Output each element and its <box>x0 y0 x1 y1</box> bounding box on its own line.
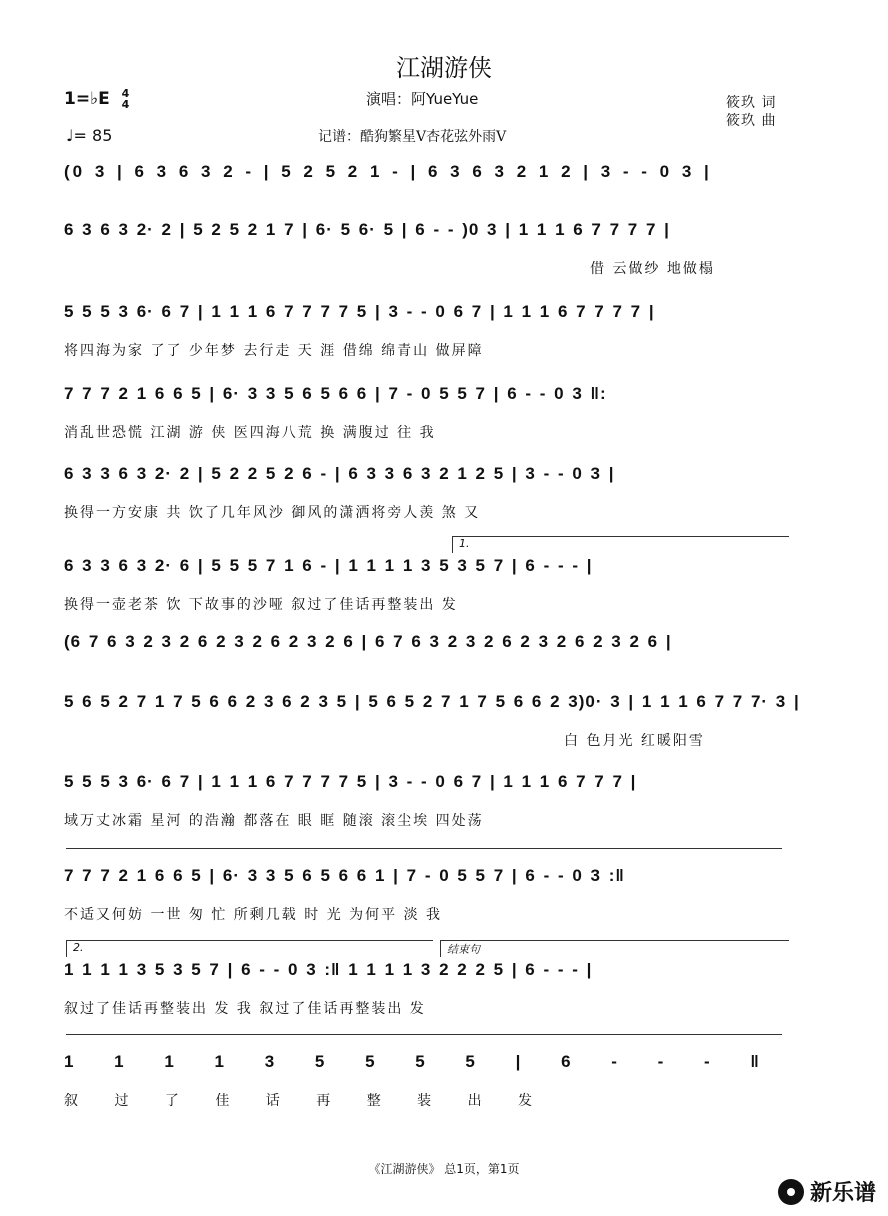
staff-notes: 1 1 1 1 3 5 3 5 7 | 6 - - 0 3 :‖ 1 1 1 1 3 2 2 2 5 | 6 - - - | <box>64 960 593 979</box>
second-ending: 2. <box>66 940 433 957</box>
staff-lyrics: 借 云做纱 地做榻 <box>590 261 715 277</box>
staff-line-11 <box>0 960 888 1022</box>
record-disc-icon <box>778 1179 804 1205</box>
section-rule <box>66 848 782 849</box>
key-signature <box>64 88 129 110</box>
staff-line-4 <box>0 384 888 446</box>
staff-line-7 <box>0 632 888 694</box>
staff-notes: 7 7 7 2 1 6 6 5 | 6· 3 3 5 6 5 6 6 1 | 7 - 0 5 5 7 | 6 - - 0 3 :‖ <box>64 866 625 885</box>
staff-notes: (6 7 6 3 2 3 2 6 2 3 2 6 2 3 2 6 | 6 7 6 3 2 3 2 6 2 3 2 6 2 3 2 6 | <box>64 632 672 651</box>
section-rule <box>66 1034 782 1035</box>
staff-lyrics: 不适又何妨 一世 匆 忙 所剩几载 时 光 为何平 淡 我 <box>64 907 443 923</box>
staff-line-1 <box>0 162 888 224</box>
staff-notes: 5 5 5 3 6· 6 7 | 1 1 1 6 7 7 7 7 5 | 3 - - 0 6 7 | 1 1 1 6 7 7 7 | <box>64 772 637 791</box>
logo-text: 新乐谱 <box>809 1181 876 1206</box>
staff-notes: (0 3 | 6 3 6 3 2 - | 5 2 5 2 1 - | 6 3 6 3 2 1 2 | 3 - - 0 3 | <box>64 162 712 181</box>
staff-notes: 5 5 5 3 6· 6 7 | 1 1 1 6 7 7 7 7 5 | 3 - - 0 6 7 | 1 1 1 6 7 7 7 7 | <box>64 302 655 321</box>
staff-line-10 <box>0 866 888 928</box>
key-label: 1=♭E <box>64 89 110 109</box>
lyricist-credit: 筱玖 词 <box>726 95 777 111</box>
staff-lyrics: 将四海为家 了了 少年梦 去行走 天 涯 借绵 绵青山 做屏障 <box>64 343 484 359</box>
song-title: 江湖游侠 <box>396 54 492 82</box>
staff-line-12 <box>0 1052 888 1114</box>
first-ending: 1. <box>452 536 789 553</box>
staff-line-2 <box>0 220 888 282</box>
staff-lyrics: 换得一壶老茶 饮 下故事的沙哑 叙过了佳话再整装出 发 <box>64 597 458 613</box>
staff-lyrics: 消乱世恐慌 江湖 游 侠 医四海八荒 换 满腹过 往 我 <box>64 425 436 441</box>
tempo-marking: ♩= 85 <box>66 126 113 145</box>
staff-notes: 6 3 3 6 3 2· 2 | 5 2 2 5 2 6 - | 6 3 3 6 3 2 1 2 5 | 3 - - 0 3 | <box>64 464 615 483</box>
time-bottom: 4 <box>121 98 130 111</box>
staff-line-5 <box>0 464 888 526</box>
staff-notes: 6 3 6 3 2· 2 | 5 2 5 2 1 7 | 6· 5 6· 5 | 6 - - )0 3 | 1 1 1 6 7 7 7 7 | <box>64 220 670 239</box>
transcriber-credit: 记谱：酷狗繁星V杏花弦外雨V <box>318 129 507 145</box>
staff-lyrics: 叙过了佳话再整装出 发 我 叙过了佳话再整装出 发 <box>64 1001 426 1017</box>
staff-line-6 <box>0 556 888 618</box>
page-footer: 《江湖游侠》 总1页，第1页 <box>368 1162 520 1176</box>
site-logo[interactable] <box>778 1176 876 1207</box>
composer-credit: 筱玖 曲 <box>726 113 777 129</box>
staff-line-3 <box>0 302 888 364</box>
time-signature <box>122 88 130 110</box>
staff-notes: 6 3 3 6 3 2· 6 | 5 5 5 7 1 6 - | 1 1 1 1 3 5 3 5 7 | 6 - - - | <box>64 556 593 575</box>
staff-line-9 <box>0 772 888 834</box>
time-top: 4 <box>121 87 130 100</box>
staff-notes: 5 6 5 2 7 1 7 5 6 6 2 3 6 2 3 5 | 5 6 5 2 7 1 7 5 6 6 2 3)0· 3 | 1 1 1 6 7 7 7· 3 | <box>64 692 800 711</box>
staff-lyrics: 叙 过 了 佳 话 再 整 装 出 发 <box>64 1093 535 1109</box>
staff-line-8 <box>0 692 888 754</box>
staff-notes: 7 7 7 2 1 6 6 5 | 6· 3 3 5 6 5 6 6 | 7 - 0 5 5 7 | 6 - - 0 3 ‖: <box>64 384 607 403</box>
staff-notes: 1 1 1 1 3 5 5 5 5 | 6 - - - ‖ <box>64 1052 760 1071</box>
staff-lyrics: 白 色月光 红暖阳雪 <box>564 733 705 749</box>
singer-credit: 演唱：阿YueYue <box>366 90 479 108</box>
coda-ending: 结束句 <box>440 940 789 957</box>
staff-lyrics: 域万丈冰霜 星河 的浩瀚 都落在 眼 眶 随滚 滚尘埃 四处荡 <box>64 813 484 829</box>
staff-lyrics: 换得一方安康 共 饮了几年风沙 御风的潇洒将旁人羡 煞 又 <box>64 505 481 521</box>
